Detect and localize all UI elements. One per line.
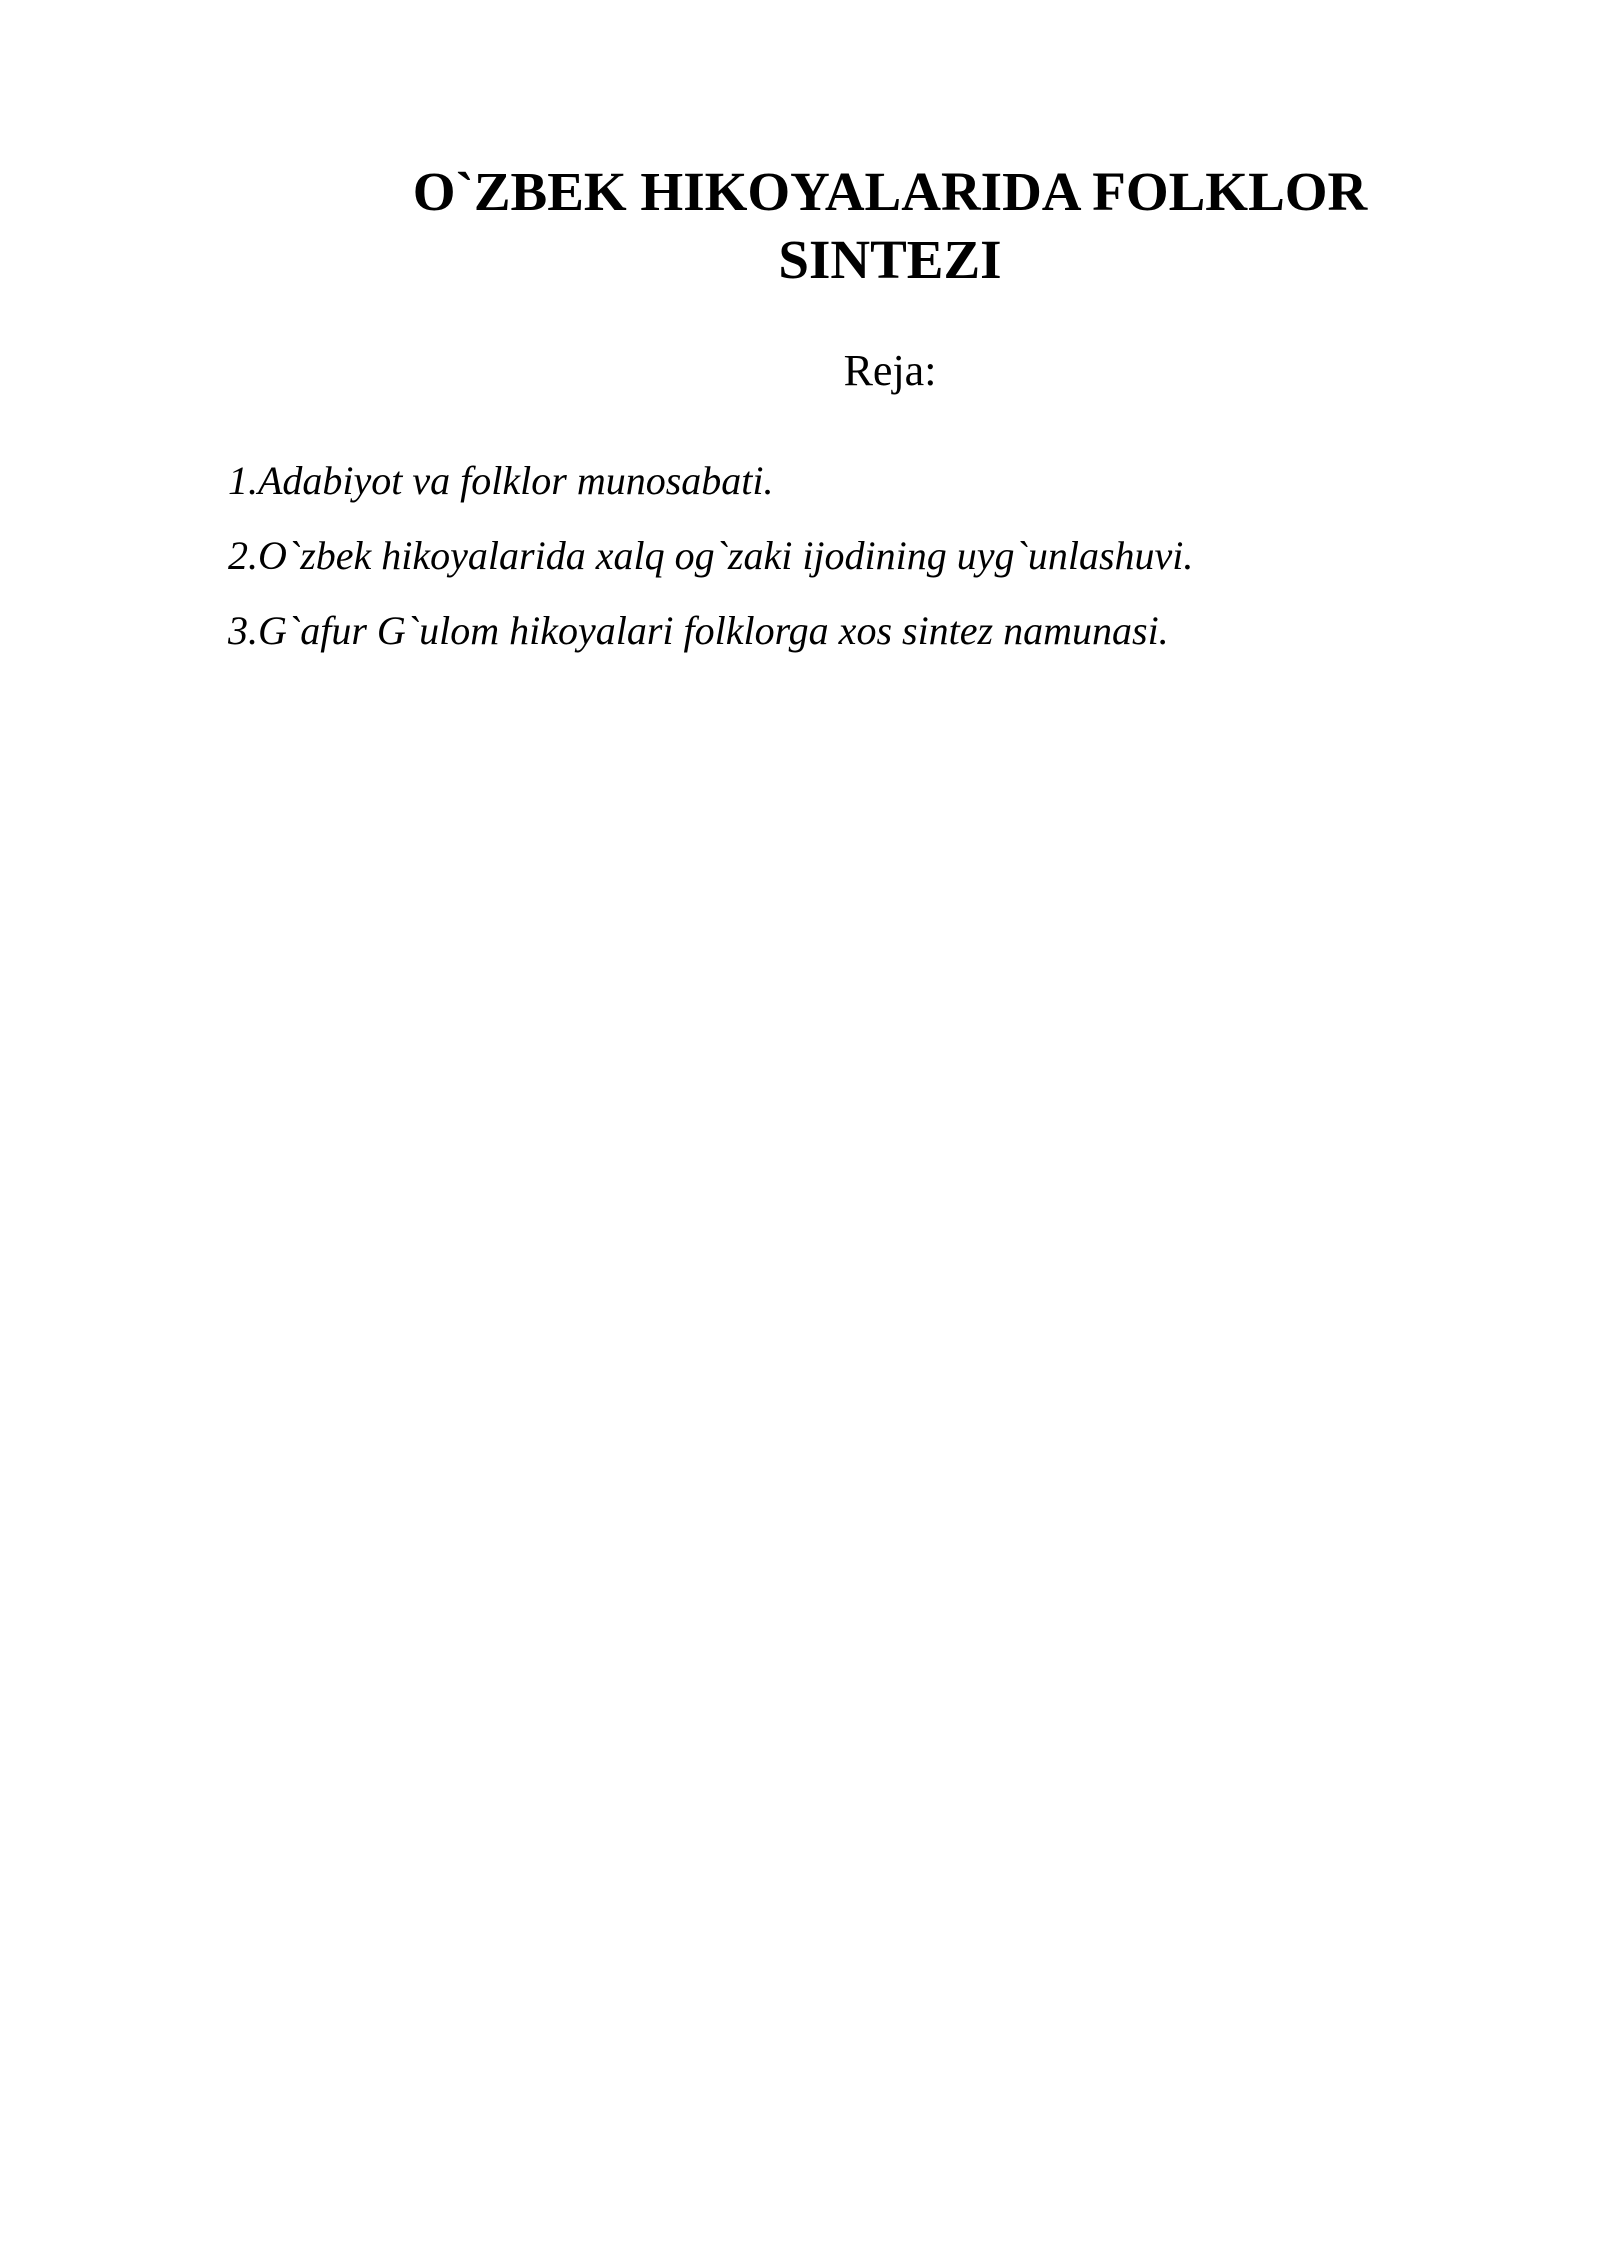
- document-title-line-1: O`ZBEK HIKOYALARIDA FOLKLOR: [412, 161, 1368, 222]
- plan-item-1: 1.Adabiyot va folklor munosabati.: [228, 458, 774, 503]
- plan-heading: Reja:: [843, 346, 937, 395]
- plan-item-3: 3.G`afur G`ulom hikoyalari folklorga xos sintez namunasi.: [228, 608, 1169, 653]
- document-title-line-2: SINTEZI: [778, 229, 1002, 290]
- plan-list: [228, 455, 1478, 680]
- document-title: [330, 158, 1450, 294]
- plan-item-2: 2.O`zbek hikoyalarida xalq og`zaki ijodining uyg`unlashuvi.: [228, 533, 1194, 578]
